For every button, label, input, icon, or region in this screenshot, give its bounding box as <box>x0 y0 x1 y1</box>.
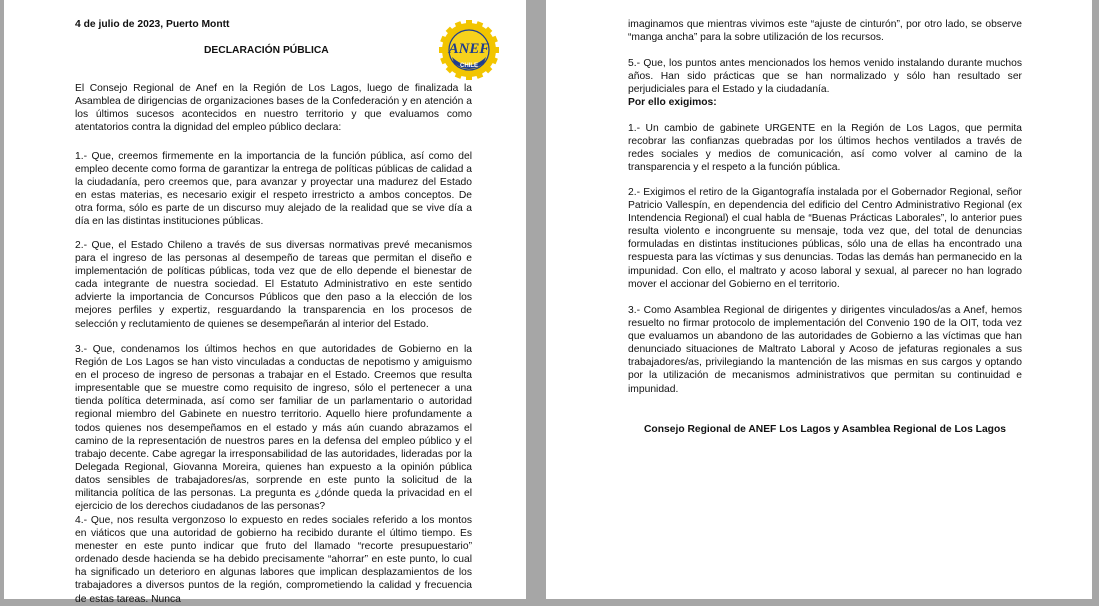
point-4-paragraph: 4.- Que, nos resulta vergonzoso lo expuesto en redes sociales referido a los montos en viáticos que una autoridad de gobierno ha recibido durante el último tiempo. Es menester en este punto indicar que fruto del llamado “recorte presupuestario” ordenado desde hacienda se ha debido precisamente “ahorrar” en este punto, lo cual ha significado un deterioro en algunas labores que implican desplazamientos de los trabajadores a diversos puntos de la región, comprometiendo la calidad y frecuencia de estas tareas. Nunca <box>75 515 472 605</box>
point-1-paragraph: 1.- Que, creemos firmemente en la importancia de la función pública, así como del empleo decente como forma de garantizar la entrega de políticas públicas de calidad a la ciudadanía, pero creemos que, para avanzar y proyectar una madurez del Estado en estas materias, es necesario exigir el respeto irrestricto a ambos conceptos. De otra forma, sólo es parte de un discurso muy alejado de la realidad que se vive día a día en las distintas instituciones públicas. <box>75 151 472 228</box>
document-page-left <box>4 0 526 605</box>
anef-chile-logo <box>438 19 500 81</box>
signature-line: Consejo Regional de ANEF Los Lagos y Asamblea Regional de Los Lagos <box>644 424 1006 435</box>
continuation-paragraph: imaginamos que mientras vivimos este “ajuste de cinturón”, por otro lado, se observe “manga ancha” para la sobre utilización de los recursos. <box>628 19 1022 44</box>
point-5-paragraph: 5.- Que, los puntos antes mencionados los hemos venido instalando durante muchos años. Han sido prácticas que se han normalizado y sólo han resultado ser perjudiciales para el Estado y la ciudadanía. <box>628 58 1022 96</box>
point-3-paragraph: 3.- Que, condenamos los últimos hechos en que autoridades de Gobierno en la Región de Los Lagos se han visto vinculadas a conductas de nepotismo y amiguismo en el proceso de ingreso de personas a trabajar en el Estado. Creemos que resulta impresentable que se muestre como requisito de ingreso, sólo el pertenecer a una tienda política determinada, así como ser familiar de un parlamentario o autoridad regional miembro del Gabinete en nuestro territorio. Aquello hiere profundamente a todos quienes nos desempeñamos en el estado y más aún cuando abrazamos el camino de la representación de nuestros pares en la defensa del empleo público y el trabajo decente. Cabe agregar la irresponsabilidad de las autoridades, lideradas por la Delegada Regional, Giovanna Moreira, quienes han expuesto a la opinión pública datos sensibles de trabajadores/as, sorprende en este punto la solicitud de la militancia política de las personas. La pregunta es ¿dónde queda la privacidad en el ejercicio de los derechos ciudadanos de las personas? <box>75 344 472 513</box>
demands-heading: Por ello exigimos: <box>628 97 717 108</box>
logo-text-top: ANEF <box>448 41 490 57</box>
intro-paragraph: El Consejo Regional de Anef en la Región de Los Lagos, luego de finalizada la Asamblea de dirigencias de organizaciones bases de la Confederación y en atención a los últimos sucesos acontecidos en nuestro territorio y que evaluamos como atentatorios contra la dignidad del empleo público declara: <box>75 83 472 134</box>
declaration-title: DECLARACIÓN PÚBLICA <box>204 45 329 56</box>
document-page-right <box>546 0 1092 599</box>
demand-1-paragraph: 1.- Un cambio de gabinete URGENTE en la Región de Los Lagos, que permita recobrar las confianzas quebradas por los últimos hechos ventilados a través de redes sociales y medios de comunicación, así como volver al camino de la transparencia y el respeto a la función pública. <box>628 123 1022 174</box>
demand-3-paragraph: 3.- Como Asamblea Regional de dirigentes y dirigentes vinculados/as a Anef, hemos resuelto no firmar protocolo de implementación del Convenio 190 de la OIT, toda vez que evaluamos un abandono de las autoridades de Gobierno a las víctimas que han denunciado situaciones de Maltrato Laboral y Acoso de jefaturas regionales a sus trabajadores/as, privilegiando la mantención de las mismas en sus cargos y optando por la utilización de mecanismos administrativos que permitan su continuidad e impunidad. <box>628 305 1022 395</box>
logo-text-bottom: CHILE <box>460 63 478 69</box>
point-2-paragraph: 2.- Que, el Estado Chileno a través de sus diversas normativas prevé mecanismos para el ingreso de las personas al desempeño de tareas que permitan el diseño e implementación de políticas públicas, toda vez que de ello depende el bienestar de cada integrante de nuestra sociedad. El Estatuto Administrativo en este sentido advierte la importancia de Concursos Públicos que den paso a la elección de los mejores perfiles y expertiz, resguardando la transparencia en los procesos de selección y reclutamiento de quienes se desempeñarán al interior del Estado. <box>75 240 472 330</box>
demand-2-paragraph: 2.- Exigimos el retiro de la Gigantografía instalada por el Gobernador Regional, señor Patricio Vallespín, en dependencia del edificio del Centro Administrativo Regional (ex Intendencia Regional) el cual habla de “Buenas Prácticas Laborales”, lo anterior pues resulta violento e incongruente su mensaje, toda vez que, del total de denuncias formuladas en distintas instituciones públicas, sólo una de ellas ha encontrado una respuesta para las víctimas y sus denuncias. Todas las demás han permanecido en la impunidad. Con ello, el maltrato y acoso laboral y sexual, al parecer no han logrado mover el accionar del Gobierno en el territorio. <box>628 187 1022 290</box>
date-line: 4 de julio de 2023, Puerto Montt <box>75 19 230 30</box>
